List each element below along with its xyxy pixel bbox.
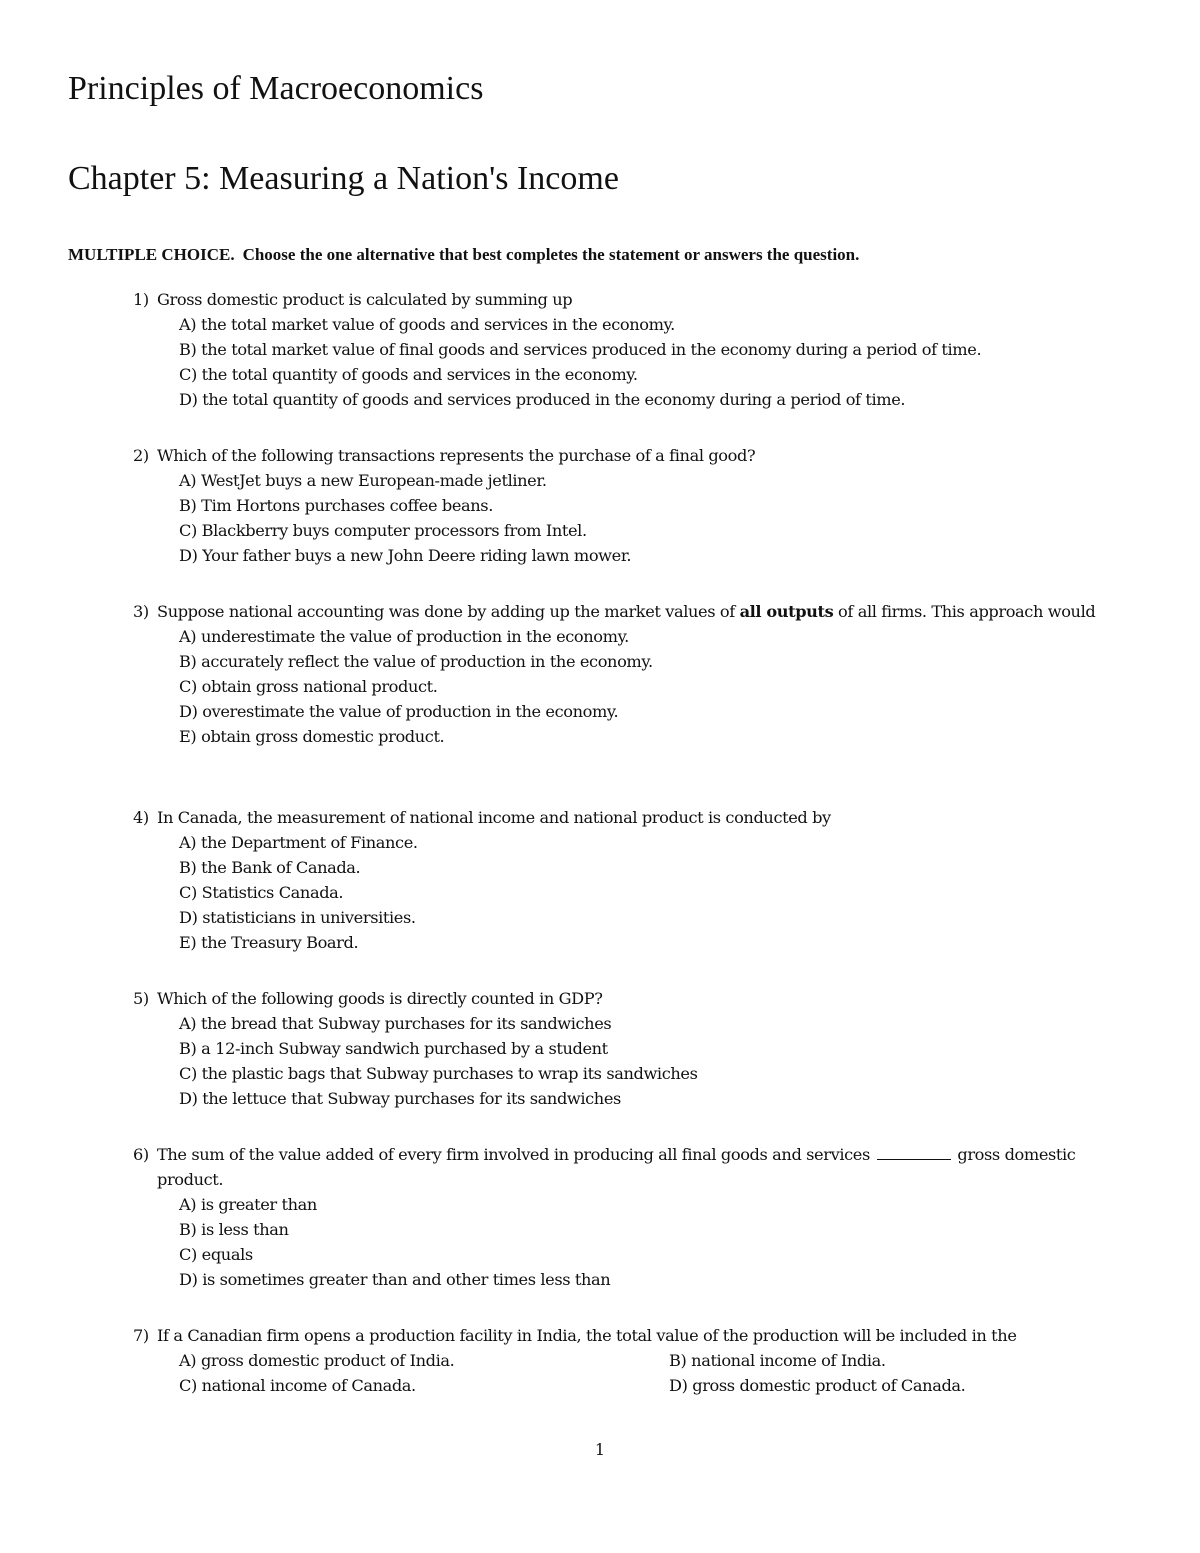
page-number: 1: [594, 1440, 606, 1459]
question-number: 6): [133, 1145, 149, 1164]
question-2: [133, 443, 1103, 568]
answer-option-a: A) underestimate the value of production in the economy.: [179, 627, 629, 646]
question-stem: [133, 599, 1103, 624]
question-emphasis: all outputs: [739, 602, 834, 621]
question-number: 7): [133, 1326, 149, 1345]
answer-option-b: B) national income of India.: [669, 1351, 886, 1370]
question-number: 2): [133, 446, 149, 465]
answer-option-a: A) the Department of Finance.: [179, 833, 418, 852]
question-text: If a Canadian firm opens a production facility in India, the total value of the production will be included in the: [157, 1326, 1017, 1345]
answer-option-c: C) obtain gross national product.: [179, 677, 438, 696]
question-text: Gross domestic product is calculated by summing up: [157, 290, 573, 309]
answer-option-d: D) the total quantity of goods and services produced in the economy during a period of time.: [179, 390, 906, 409]
answer-option-c: C) Blackberry buys computer processors from Intel.: [179, 521, 587, 540]
question-text-part-1: Suppose national accounting was done by adding up the market values of: [157, 602, 740, 621]
question-stem: [133, 1323, 1103, 1348]
answer-option-d: D) overestimate the value of production in the economy.: [179, 702, 619, 721]
question-number: 4): [133, 808, 149, 827]
answer-option-b: B) Tim Hortons purchases coffee beans.: [179, 496, 493, 515]
answer-option-d: D) gross domestic product of Canada.: [669, 1376, 966, 1395]
answer-option-e: E) the Treasury Board.: [179, 933, 359, 952]
question-text: In Canada, the measurement of national income and national product is conducted by: [157, 808, 831, 827]
question-number: 5): [133, 989, 149, 1008]
chapter-title: Chapter 5: Measuring a Nation's Income: [68, 160, 619, 197]
section-heading: MULTIPLE CHOICE.: [68, 245, 235, 264]
answer-option-c: C) equals: [179, 1245, 253, 1264]
question-text: Which of the following goods is directly counted in GDP?: [157, 989, 603, 1008]
question-text-part-2: gross domestic product.: [157, 1145, 1076, 1189]
answer-option-c: C) the total quantity of goods and services in the economy.: [179, 365, 638, 384]
answer-option-b: B) the total market value of final goods and services produced in the economy during a period of time.: [179, 340, 982, 359]
answer-option-d: D) is sometimes greater than and other times less than: [179, 1270, 611, 1289]
answer-option-a: A) is greater than: [179, 1195, 317, 1214]
question-stem: [133, 443, 1103, 468]
question-number: 3): [133, 602, 149, 621]
question-text-part-2: of all firms. This approach would: [833, 602, 1096, 621]
answer-option-d: D) Your father buys a new John Deere riding lawn mower.: [179, 546, 632, 565]
answer-option-d: D) statisticians in universities.: [179, 908, 416, 927]
answer-options-grid: [133, 1348, 1103, 1398]
question-text-part-1: The sum of the value added of every firm involved in producing all final goods and services: [157, 1145, 870, 1164]
question-stem: [133, 1142, 1103, 1192]
question-5: [133, 986, 1103, 1111]
answer-option-c: C) the plastic bags that Subway purchases to wrap its sandwiches: [179, 1064, 698, 1083]
answer-option-a: A) gross domestic product of India.: [179, 1351, 455, 1370]
answer-option-b: B) is less than: [179, 1220, 289, 1239]
answer-option-a: A) the bread that Subway purchases for its sandwiches: [179, 1014, 612, 1033]
answer-option-b: B) a 12-inch Subway sandwich purchased by a student: [179, 1039, 608, 1058]
question-3: [133, 599, 1103, 749]
question-stem: [133, 986, 1103, 1011]
instructions-text: Choose the one alternative that best completes the statement or answers the question.: [242, 245, 860, 264]
answer-option-a: A) the total market value of goods and services in the economy.: [179, 315, 675, 334]
question-stem: [133, 287, 1103, 312]
answer-option-d: D) the lettuce that Subway purchases for its sandwiches: [179, 1089, 621, 1108]
question-7: [133, 1323, 1103, 1398]
question-1: [133, 287, 1103, 412]
answer-option-c: C) national income of Canada.: [179, 1376, 416, 1395]
question-number: 1): [133, 290, 149, 309]
question-text: Which of the following transactions represents the purchase of a final good?: [157, 446, 756, 465]
section-instructions: [68, 245, 859, 265]
answer-blank: [877, 1145, 951, 1160]
answer-option-b: B) the Bank of Canada.: [179, 858, 361, 877]
answer-option-e: E) obtain gross domestic product.: [179, 727, 445, 746]
question-stem: [133, 805, 1103, 830]
answer-option-b: B) accurately reflect the value of production in the economy.: [179, 652, 653, 671]
course-title: Principles of Macroeconomics: [68, 70, 484, 107]
question-6: [133, 1142, 1103, 1292]
answer-option-a: A) WestJet buys a new European-made jetliner.: [179, 471, 547, 490]
question-4: [133, 805, 1103, 955]
answer-option-c: C) Statistics Canada.: [179, 883, 344, 902]
